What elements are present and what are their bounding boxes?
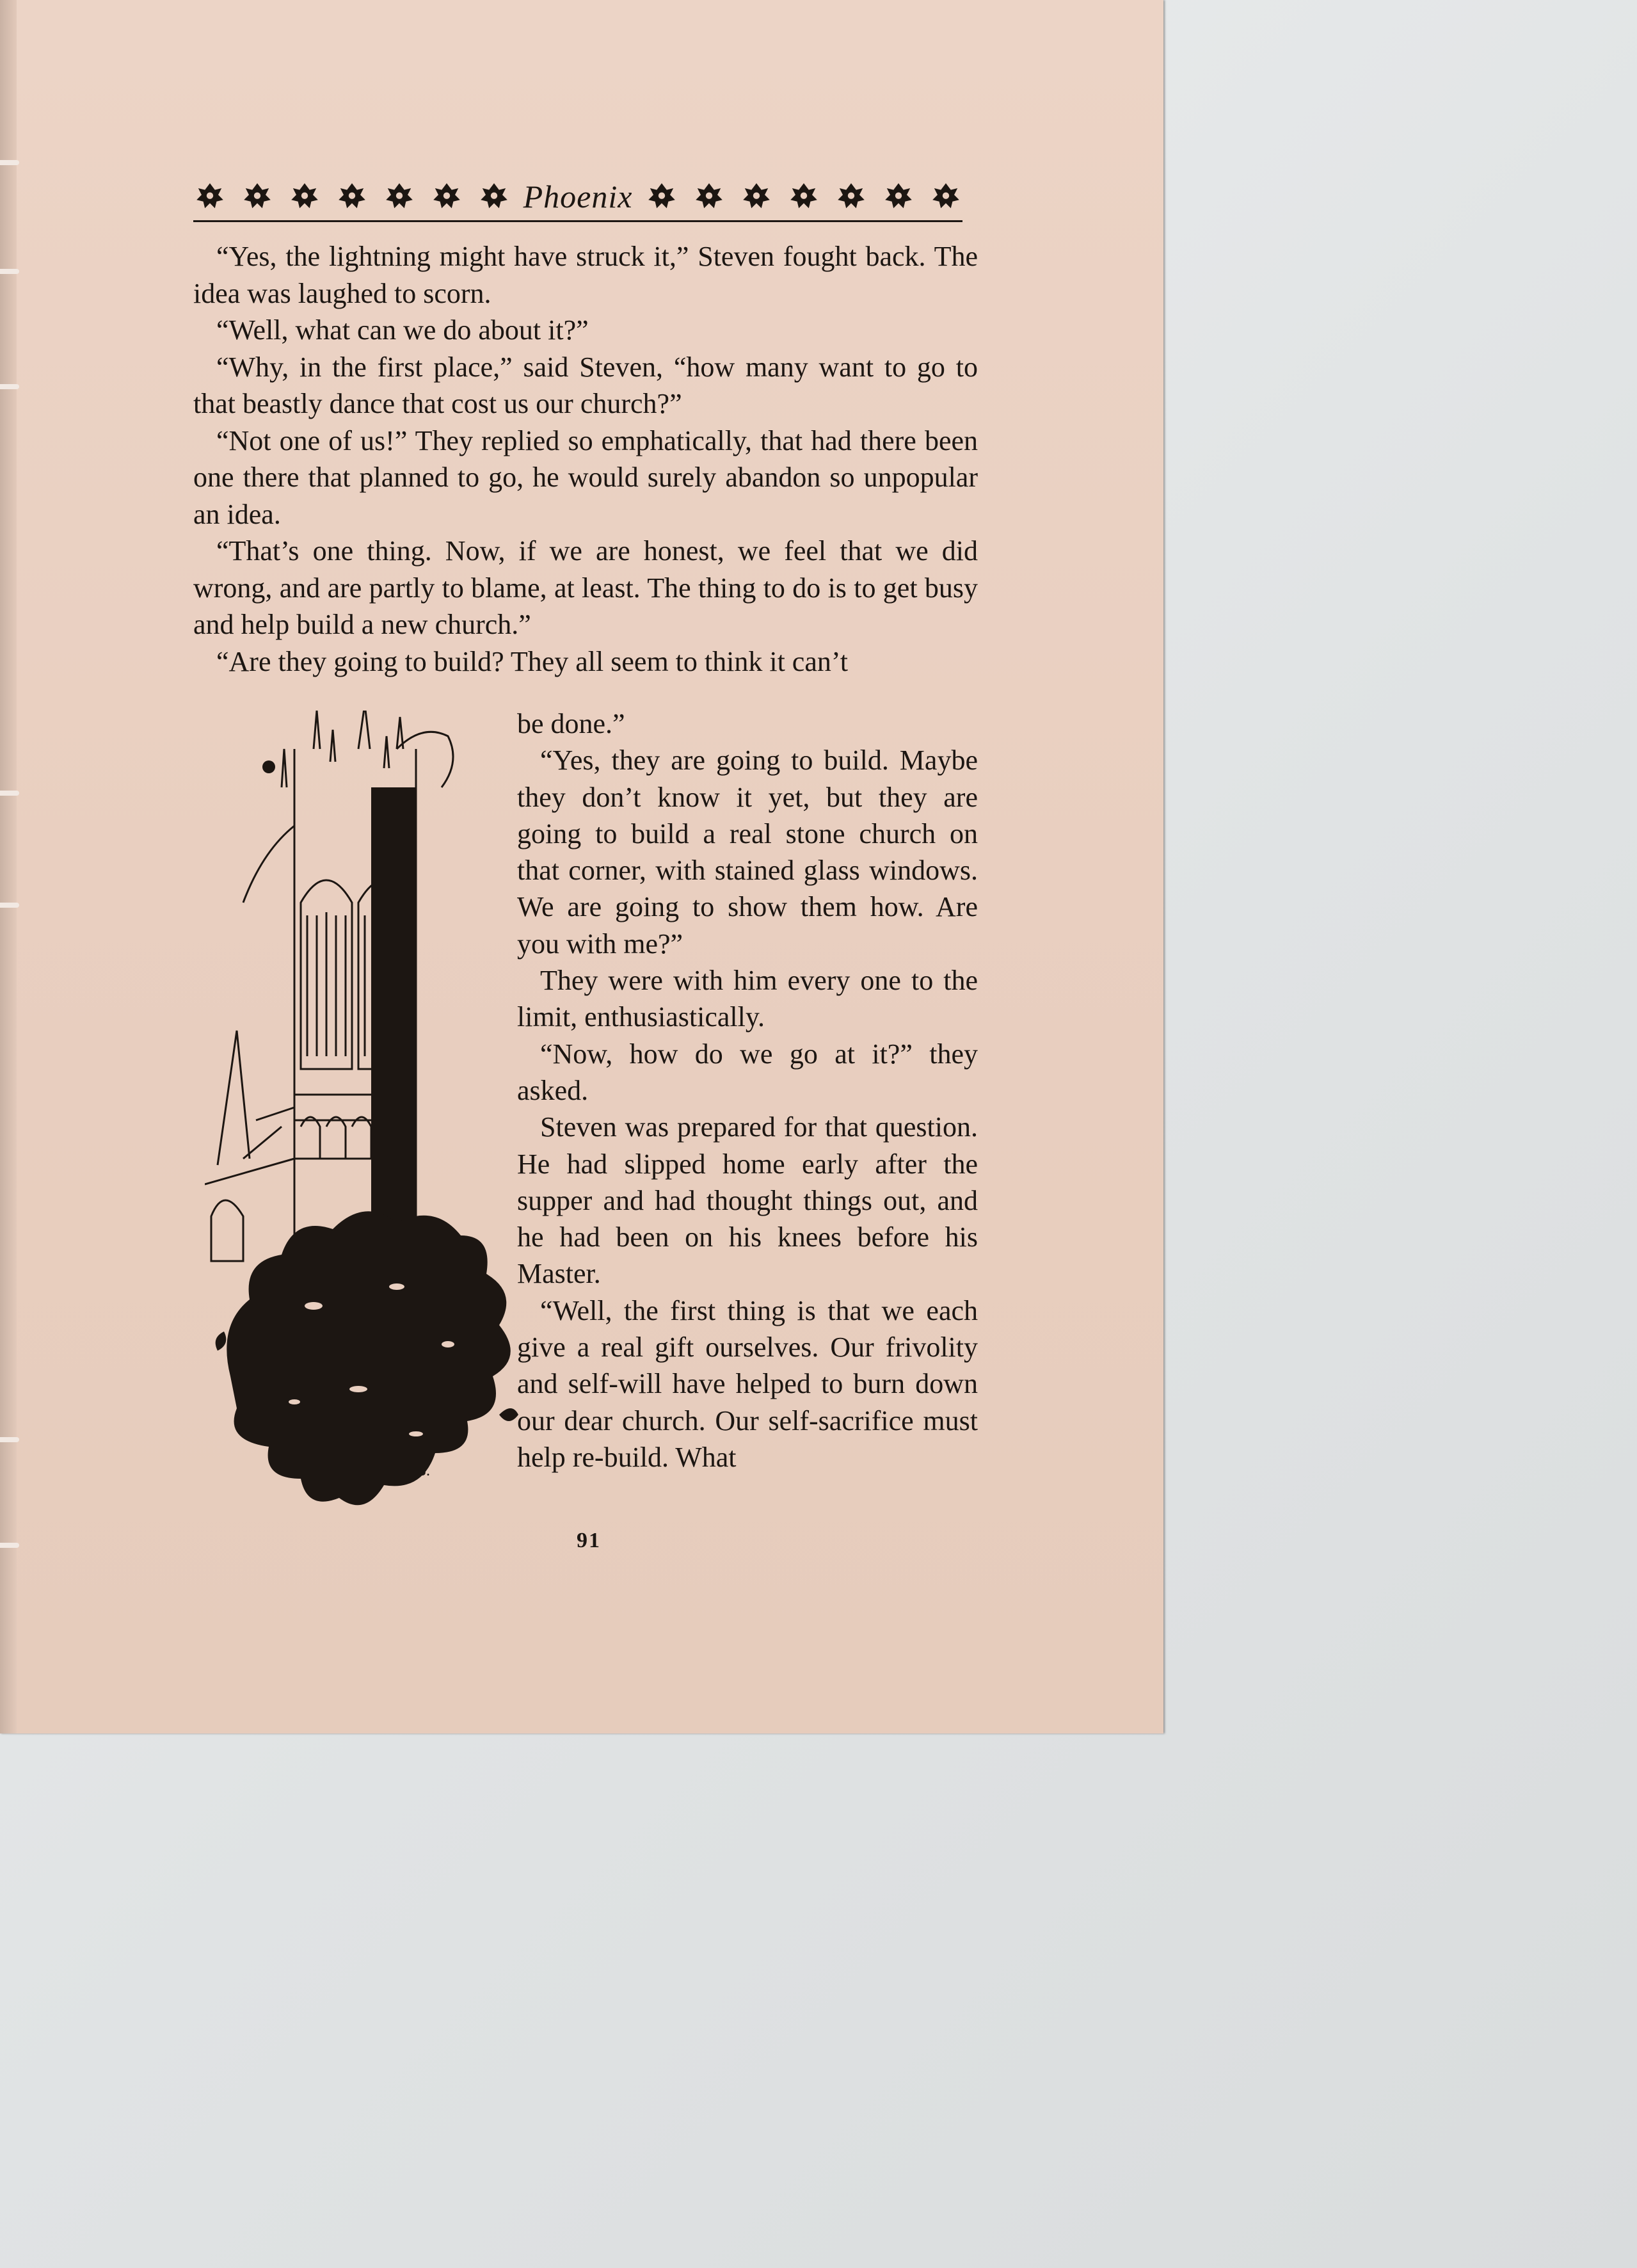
- floral-ornament-icon: [740, 180, 773, 213]
- paragraph: “That’s one thing. Now, if we are honest, we feel that we did wrong, and are partly to blame, at least. The thing to do is to get busy and help build a new church.”: [193, 535, 978, 640]
- paragraph: “Well, the first thing is that we each give a real gift ourselves. Our frivolity and self-will have helped to burn down our dear church. Our self-sacrifice must help re-build. What: [517, 1294, 978, 1473]
- page-number: 91: [577, 1529, 601, 1552]
- ornament-row-right: [645, 180, 962, 213]
- floral-ornament-icon: [692, 180, 726, 213]
- body-text-beside-illustration: [517, 705, 978, 1476]
- binding-tear: [0, 269, 19, 274]
- paragraph: “Now, how do we go at it?” they asked.: [517, 1038, 978, 1106]
- binding-tear: [0, 384, 19, 389]
- floral-ornament-icon: [929, 180, 962, 213]
- running-head: [193, 173, 962, 222]
- floral-ornament-icon: [834, 180, 868, 213]
- paragraph: They were with him every one to the limit, enthusiastically.: [517, 965, 978, 1033]
- floral-ornament-icon: [477, 180, 511, 213]
- floral-ornament-icon: [882, 180, 915, 213]
- binding-tear: [0, 791, 19, 796]
- ornament-row-left: [193, 180, 511, 213]
- paragraph: “Not one of us!” They replied so emphatically, that had there been one there that planned to go, he would surely abandon so unpopular an idea.: [193, 424, 978, 530]
- paragraph: “Yes, the lightning might have struck it,” Steven fought back. The idea was laughed to scorn.: [193, 241, 978, 309]
- floral-ornament-icon: [335, 180, 369, 213]
- binding-tear: [0, 1543, 19, 1548]
- page-spine-edge: [0, 0, 17, 1733]
- binding-tear: [0, 160, 19, 165]
- running-head-title: Phoenix: [523, 179, 633, 214]
- floral-ornament-icon: [787, 180, 820, 213]
- binding-tear: [0, 1437, 19, 1442]
- paragraph: “Why, in the first place,” said Steven, “how many want to go to that beastly dance that cost us our church?”: [193, 351, 978, 419]
- floral-ornament-icon: [383, 180, 416, 213]
- paragraph-continuation: be done.”: [517, 708, 625, 739]
- floral-ornament-icon: [193, 180, 227, 213]
- floral-ornament-icon: [430, 180, 463, 213]
- paragraph: “Are they going to build? They all seem to think it can’t: [216, 645, 848, 677]
- floral-ornament-icon: [645, 180, 678, 213]
- paragraph: “Yes, they are going to build. Maybe they don’t know it yet, but they are going to build a real stone church on that corner, with stained glass windows. We are going to show them how. Are you with me?”: [517, 744, 978, 960]
- floral-ornament-icon: [241, 180, 274, 213]
- floral-ornament-icon: [288, 180, 321, 213]
- paragraph: Steven was prepared for that question. He had slipped home early after the supper and had thought things out, and he had been on his knees before his Master.: [517, 1111, 978, 1290]
- illustration-signature: B.: [416, 1463, 431, 1479]
- paragraph: “Well, what can we do about it?”: [216, 314, 589, 346]
- gothic-church-tower-illustration: [205, 711, 525, 1536]
- binding-tear: [0, 903, 19, 908]
- body-text-full-width: [193, 238, 978, 680]
